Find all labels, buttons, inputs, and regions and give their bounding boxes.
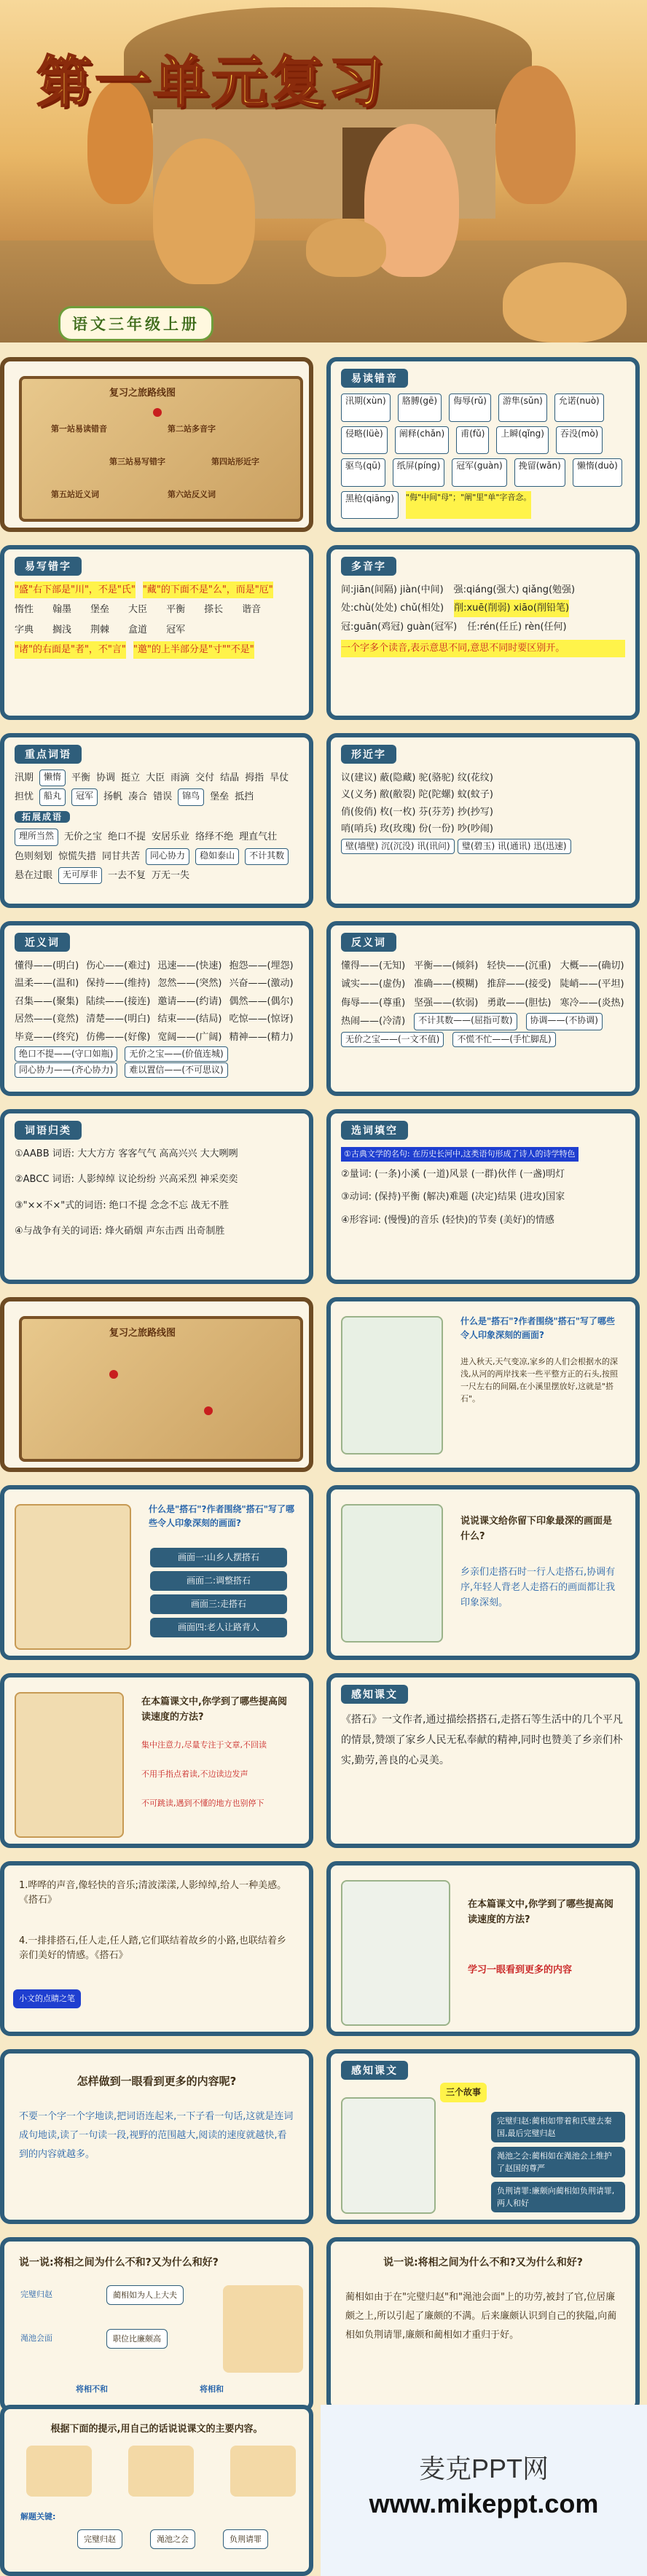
label-text: 完璧归赵 [77,2529,122,2549]
pair-item: 懂得——(无知) [341,960,406,971]
pair-item: 无价之宝——(一文不值) [341,1032,444,1047]
map-title: 复习之旅路线图 [109,388,176,399]
pair-item: 结束——(结局) [157,1014,222,1025]
sub-heading: 三个故事 [440,2083,487,2102]
answer-text: 蔺相如由于在"完璧归赵"和"渑池会面"上的功劳,被封了官,位居廉颇之上,所以引起了廉颇的不满。后来廉颇认识到自己的狭隘,向蔺相如负荆请罪,廉颇和蔺相如才重归于好。 [345,2292,617,2341]
slide-review-map [0,357,313,532]
slide-word-categories [0,1109,313,1284]
word-item: 雨滴 [170,772,190,783]
word-item: 甫(fǔ) [456,426,489,455]
slide-discord-reason [0,2237,313,2412]
idiom-item: 理所当然 [15,829,58,845]
slide-see-more [0,2049,313,2224]
mistake-content [15,582,299,707]
book-illustration [341,1316,443,1455]
word-item: 谐音 [242,604,262,616]
fill-in-line: ③动词: (保持)平衡 (解决)难题 (决定)结果 (进攻)国家 [341,1191,565,1203]
slide-synonyms [0,921,313,1096]
question-text: 根据下面的提示,用自己的话说说课文的主要内容。 [50,2424,263,2435]
word-item: 驱鸟(qū) [341,458,385,487]
slide-reconcile-reason [326,2237,640,2412]
word-item: 懒惰 [39,770,66,786]
map-stop-label: 第五站近义词 [51,490,99,499]
slide-fill-in [326,1109,640,1284]
pair-item: 不慌不忙——(手忙脚乱) [452,1032,555,1047]
puppy-illustration [306,219,386,277]
slide-heading: 近义词 [15,933,70,952]
label-text: 负荆请罪 [223,2529,268,2549]
flow-label: 将相不和 [76,2384,108,2394]
sentence-item: 4.一排排搭石,任人走,任人踏,它们联结着故乡的小路,也联结着乡亲们美好的情感。《搭石》 [19,1935,286,1962]
label-text: 解题关键: [20,2512,56,2521]
polyphone-item: 削:xuē(削弱) xiāo(削铅笔) [454,600,569,616]
word-item: 字典 [15,624,34,635]
tip-note: "藏"的下面不是"么"，而是"厄" [143,582,273,598]
word-item: 侮辱(rǔ) [449,394,491,422]
pair-item: 吃惊——(惊讶) [229,1014,294,1025]
word-item: 汛期(xùn) [341,394,391,422]
word-item: 上瞬(qǐng) [496,426,549,455]
book-illustration [341,1880,450,2026]
category-line: ④与战争有关的词语: 烽火硝烟 声东击西 出奇制胜 [15,1226,225,1237]
idiom-item: 无可厚非 [58,867,102,884]
word-item: 错误 [153,791,173,803]
word-item: 懒惰(duò) [573,458,622,487]
running-boy-illustration [495,66,576,204]
pair-item: 召集——(聚集) [15,995,79,1007]
summary-text: 《搭石》一文作者,通过描绘搭搭石,走搭石等生活中的几个平凡的情景,赞颂了家乡人民无私奉献的精神,同时也赞美了乡亲们朴实,勤劳,善良的心灵美。 [341,1714,623,1766]
slide-easy-mistakes [0,545,313,720]
pair-item: 保持——(维持) [86,978,151,990]
slide-heading: 重点词语 [15,745,82,764]
slide-heading: 感知课文 [341,2061,408,2080]
story-illustration [230,2446,296,2497]
slide-antonyms [326,921,640,1096]
idiom-item: 稳如泰山 [195,848,239,865]
grade-subtitle: 语文三年级上册 [58,306,213,341]
label-text: 渑池之会 [150,2529,195,2549]
word-item: 拇指 [245,772,264,783]
story-item: 渑池之会:蔺相如在渑池会上维护了赵国的尊严 [491,2147,625,2177]
pair-item: 仿佛——(好像) [86,1031,151,1043]
polyphone-list [341,582,625,707]
page-title: 第一单元复习 [36,50,386,114]
slide-dashi-question [326,1297,640,1472]
pair-item: 抱怨——(埋怨) [229,960,294,971]
slide-perceive-text [326,1673,640,1848]
word-item: 侵略(lüè) [341,426,388,455]
slide-heading: 易读错音 [341,369,408,388]
category-line: ③"××不×"式的词语: 绝口不提 念念不忘 战无不胜 [15,1199,230,1211]
slide-dashi-scenes [0,1485,313,1660]
pair-item: 协调——(不协调) [526,1013,603,1030]
synonym-grid [15,958,299,1083]
story-illustration [128,2446,194,2497]
word-item: 游隼(sǔn) [498,394,547,422]
slide-reading-methods [0,1673,313,1848]
question-text: 说一说:将相之间为什么不和?又为什么和好? [19,2257,219,2268]
scene-item: 画面四:老人让路背人 [150,1618,287,1637]
dog-illustration [503,262,627,342]
word-item: 平衡 [166,604,186,616]
map-stop-marker [109,1370,118,1379]
story-item: 负荆请罪:廉颇向蔺相如负荆请罪,两人和好 [491,2182,625,2212]
pair-item: 精神——(精力) [229,1031,294,1043]
book-illustration [15,1692,124,1838]
pair-item: 寒冷——(炎热) [560,997,624,1009]
antonym-grid [341,958,625,1083]
pair-item: 温柔——(温和) [15,978,79,990]
word-item: 大臣 [128,604,148,616]
slide-three-stories [326,2049,640,2224]
slide-heading: 选词填空 [341,1121,408,1140]
idiom-item: 不计其数 [245,848,289,865]
fill-in-list [341,1146,625,1271]
pair-item: 迅速——(快速) [157,960,222,971]
map-stop-label: 第六站反义词 [168,490,216,499]
boy-with-hat-illustration [153,138,255,284]
polyphone-item: 间:jiān(间隔) jiàn(中间) [341,584,444,595]
word-item: 堡垒 [90,604,110,616]
map-stop-label: 第三站易写错字 [109,457,165,466]
word-item: 凑合 [128,791,148,803]
site-name: 麦克PPT网 [418,2454,549,2483]
word-item: 挽留(wǎn) [514,458,565,487]
book-illustration [341,1504,443,1643]
key-words-content [15,770,299,895]
flow-label: 职位比廉颇高 [106,2329,168,2349]
slide-heading: 词语归类 [15,1121,82,1140]
slide-heading: 易写错字 [15,557,82,576]
pair-item: 大概——(确切) [560,960,624,971]
idiom-item: 万无一失 [152,869,190,881]
idiom-item: 理直气壮 [239,831,278,843]
word-item: 挺立 [121,772,141,783]
word-item: 翰墨 [52,604,72,616]
map-title: 复习之旅路线图 [109,1328,176,1339]
pair-item: 宽阔——(广阔) [157,1031,222,1043]
story-item: 完璧归赵:蔺相如带着和氏璧去秦国,最后完璧归赵 [491,2112,625,2142]
answer-text: 不要一个字一个字地读,把词语连起来,一下子看一句话,这就是连词成句地读,读了一句读一段,视野的范围越大,阅读的速度就越快,看到的内容就越多。 [19,2111,294,2160]
fill-in-line: ④形容词: (慢慢)的音乐 (轻快)的节奏 (美好)的情感 [341,1214,554,1226]
idiom-item: 绝口不提 [108,831,146,843]
slide-key-words [0,733,313,908]
category-line: ①AABB 词语: 大大方方 客客气气 高高兴兴 大大咧咧 [15,1148,238,1159]
tip-item: 集中注意力,尽量专注于文章,不回读 [141,1740,267,1750]
slide-heading: 形近字 [341,745,396,764]
pair-item: 忽然——(突然) [157,978,222,990]
pair-item: 同心协力——(齐心协力) [15,1062,117,1078]
route-map [19,1316,303,1462]
pair-item: 偶然——(偶尔) [229,995,294,1007]
pair-item: 无价之宝——(价值连城) [125,1046,227,1062]
book-illustration [341,2097,436,2214]
word-grid [341,394,625,519]
word-item: 交付 [195,772,215,783]
polyphone-item: 处:chù(处处) chǔ(相处) [341,603,444,614]
tip-item: 不可跳读,遇到不懂的地方也别停下 [141,1798,264,1808]
word-item: 允诺(nuò) [554,394,604,422]
route-map [19,376,303,522]
question-text: 怎样做到一眼看到更多的内容呢? [77,2075,237,2088]
pair-item: 推辞——(接受) [487,979,552,990]
category-line: ②ABCC 词语: 人影绰绰 议论纷纷 兴高采烈 神采奕奕 [15,1174,238,1186]
similar-chars-row: 俏(俊俏) 枚(一枚) 芬(芬芳) 抄(抄写) [341,806,493,818]
answer-text: 学习一眼看到更多的内容 [468,1965,573,1976]
word-item: 阐释(chǎn) [395,426,450,455]
sub-heading: 拓展成语 [15,811,70,823]
question-text: 在本篇课文中,你学到了哪些提高阅读速度的方法? [141,1696,287,1723]
pair-item: 陆续——(接连) [86,995,151,1007]
pair-item: 陡峭——(平坦) [560,979,624,990]
tip-note: "侮"中间"母"；"阐"里"单"字音念。 [406,491,531,520]
slide-heading: 反义词 [341,933,396,952]
idiom-item: 无价之宝 [64,831,103,843]
pair-item: 不计其数——(屈指可数) [414,1013,517,1030]
word-item: 黑枪(qiāng) [341,491,399,520]
pair-item: 侮辱——(尊重) [341,997,406,1009]
slide-review-map-2 [0,1297,313,1472]
hero-cover-slide [0,0,647,342]
book-illustration [15,1504,131,1650]
pair-item: 勇敢——(胆怯) [487,997,552,1009]
word-item: 搁浅 [52,624,72,635]
pair-item: 轻快——(沉重) [487,960,552,971]
similar-chars-row: 议(建议) 蔽(隐藏) 驼(骆驼) 纹(花纹) [341,772,493,783]
pair-item: 平衡——(倾斜) [414,960,479,971]
tip-note: 一个字多个读音,表示意思不同,意思不同时要区别开。 [341,640,625,657]
idiom-item: 悬在过眼 [15,869,53,881]
question-text: 说说课文给你留下印象最深的画面是什么? [460,1516,613,1542]
map-stop-label: 第二站多音字 [168,424,216,434]
highlight-box: 小文的点睛之笔 [13,1989,81,2008]
slide-sentence-analysis [0,1861,313,2036]
scene-item: 画面一:山乡人摆搭石 [150,1548,287,1567]
word-item: 惰性 [15,604,34,616]
polyphone-item: 冠:guān(鸡冠) guàn(冠军) [341,621,458,633]
word-item: 结晶 [220,772,240,783]
idiom-item: 同心协力 [146,848,189,865]
word-item: 旱仗 [270,772,289,783]
slide-heading: 多音字 [341,557,396,576]
map-stop-marker [204,1406,213,1415]
scene-item: 画面二:调整搭石 [150,1571,287,1591]
word-item: 协调 [96,772,116,783]
word-item: 平衡 [71,772,91,783]
flow-label: 渑池会面 [20,2333,52,2343]
pair-item: 热闹——(冷清) [341,1016,406,1027]
similar-chars-row: 璧(碧玉) 讯(通讯) 迅(迅速) [458,839,571,854]
pair-item: 居然——(竟然) [15,1014,79,1025]
word-item: 冠军 [166,624,186,635]
flow-label: 完璧归赵 [20,2290,52,2299]
word-item: 盒道 [128,624,148,635]
idiom-item: 色则刻划 [15,850,53,862]
pair-item: 难以置信——(不可思议) [125,1062,227,1078]
site-url: www.mikeppt.com [369,2489,599,2518]
polyphone-item: 任:rén(任丘) rèn(任何) [467,621,567,633]
similar-chars-row: 壁(墙壁) 沉(沉没) 讯(讯问) [341,839,455,854]
similar-chars-row: 义(义务) 敝(敝裂) 陀(陀螺) 蚊(蚊子) [341,789,493,801]
polyphone-item: 强:qiáng(强大) qiǎng(勉强) [453,584,576,595]
word-item: 船丸 [39,788,66,805]
slide-similar-chars [326,733,640,908]
flow-label: 蔺相如为人上大夫 [106,2285,184,2305]
idiom-item: 同甘共苦 [102,850,141,862]
slide-heading: 感知课文 [341,1685,408,1704]
similar-chars-list [341,770,625,895]
word-item: 大臣 [146,772,165,783]
slide-polyphones [326,545,640,720]
highlight-line: ①古典文学的名句: 在历史长河中,这类语句形成了诗人的诗学特色 [341,1147,579,1162]
pair-item: 伤心——(难过) [86,960,151,971]
word-item: 冠军(guàn) [452,458,507,487]
word-item: 纸屏(píng) [393,458,445,487]
word-item: 冠军 [71,788,98,805]
word-item: 胳膊(gē) [398,394,442,422]
pair-item: 邀请——(约请) [157,995,222,1007]
similar-chars-row: 哨(哨兵) 玫(玫瑰) 份(一份) 吵(吵闹) [341,823,493,835]
word-item: 抵挡 [235,791,254,803]
slide-deepest-impression [326,1485,640,1660]
flow-label: 将相和 [200,2384,224,2394]
slide-main-content [0,2405,313,2576]
pair-item: 准确——(模糊) [414,979,479,990]
sentence-item: 1.哗哗的声音,像轻快的音乐;清波漾漾,人影绰绰,给人一种美感。《搭石》 [19,1880,287,1906]
question-text: 说一说:将相之间为什么不和?又为什么和好? [383,2257,583,2268]
word-item: 汛期 [15,772,34,783]
pair-item: 懂得——(明白) [15,960,79,971]
map-stop-label: 第一站易读错音 [51,424,107,434]
idiom-item: 一去不复 [108,869,146,881]
tip-note: "诸"的右面是"者"，不"言" [15,641,126,658]
idiom-item: 络绎不绝 [195,831,234,843]
word-item: 荆棘 [90,624,110,635]
question-text: 什么是"搭石"?作者围绕"搭石"写了哪些令人印象深刻的画面? [149,1504,294,1529]
question-text: 在本篇课文中,你学到了哪些提高阅读速度的方法? [468,1899,613,1925]
scene-item: 画面三:走搭石 [150,1594,287,1614]
word-item: 扬帆 [103,791,123,803]
map-stop-marker [153,408,162,417]
tip-note: "邀"的上半部分是"寸""不是" [133,641,254,658]
word-item: 锦鸟 [178,788,204,805]
story-illustration [26,2446,92,2497]
story-illustration [223,2285,303,2373]
slide-reading-speed [326,1861,640,2036]
tip-note: "盛"右下部是"川"，不是"氏" [15,582,136,598]
category-list [15,1146,299,1271]
pair-item: 诚实——(虚伪) [341,979,406,990]
answer-text: 乡亲们走搭石时一行人走搭石,协调有序,年轻人背老人走搭石的画面都让我印象深刻。 [460,1567,616,1608]
word-item: 吞没(mò) [556,426,603,455]
pair-item: 兴奋——(激动) [229,978,294,990]
site-watermark [321,2405,647,2576]
slide-pronunciation [326,357,640,532]
map-stop-label: 第四站形近字 [211,457,259,466]
idiom-item: 安居乐业 [152,831,190,843]
pair-item: 毕竟——(终究) [15,1031,79,1043]
pair-item: 绝口不提——(守口如瓶) [15,1046,117,1062]
question-text: 什么是"搭石"?作者围绕"搭石"写了哪些令人印象深刻的画面? [460,1316,615,1341]
word-item: 担忧 [15,791,34,803]
idiom-item: 惊慌失措 [58,850,97,862]
answer-text: 进入秋天,天气变凉,家乡的人们会根据水的深浅,从河的两岸找来一些平整方正的石头,按照一尺左右的间隔,在小溪里摆放好,这就是"搭石"。 [460,1357,618,1404]
pair-item: 坚强——(软弱) [414,997,479,1009]
word-item: 堡垒 [210,791,230,803]
word-item: 搽长 [204,604,224,616]
tip-item: 不用手指点着读,不边读边发声 [141,1769,248,1779]
pair-item: 清楚——(明白) [86,1014,151,1025]
fill-in-line: ②量词: (一条)小溪 (一道)风景 (一群)伙伴 (一盏)明灯 [341,1168,565,1180]
